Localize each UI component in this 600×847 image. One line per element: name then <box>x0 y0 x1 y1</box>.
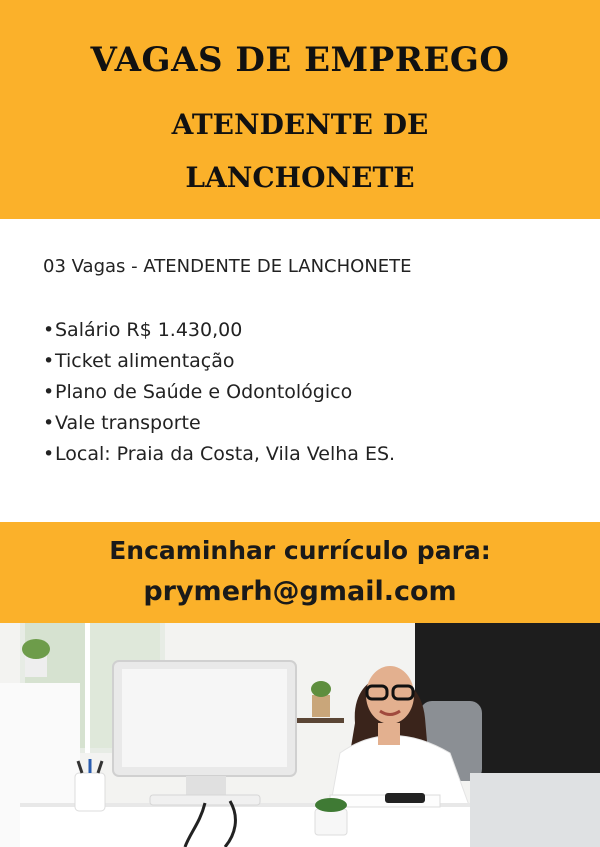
benefits-list <box>43 315 395 470</box>
header-banner <box>0 0 600 219</box>
list-item <box>43 315 395 346</box>
list-item <box>43 439 395 470</box>
bullet: • <box>43 412 55 434</box>
job-title-line-2: LANCHONETE <box>185 161 415 194</box>
bullet: • <box>43 319 55 341</box>
benefit-health-plan: Plano de Saúde e Odontológico <box>55 381 353 403</box>
cta-banner <box>0 522 600 623</box>
office-photo <box>0 623 600 847</box>
cta-text: Encaminhar currículo para: <box>109 536 491 565</box>
flyer-title: VAGAS DE EMPREGO <box>90 40 510 80</box>
benefit-salary: Salário R$ 1.430,00 <box>55 319 243 341</box>
list-item <box>43 346 395 377</box>
bullet: • <box>43 350 55 372</box>
list-item <box>43 377 395 408</box>
vacancy-summary: 03 Vagas - ATENDENTE DE LANCHONETE <box>43 256 412 277</box>
bullet: • <box>43 443 55 465</box>
benefit-transport: Vale transporte <box>55 412 201 434</box>
job-details <box>0 219 600 522</box>
benefit-location: Local: Praia da Costa, Vila Velha ES. <box>55 443 396 465</box>
contact-email[interactable]: prymerh@gmail.com <box>143 576 457 607</box>
job-title-line-1: ATENDENTE DE <box>171 108 429 141</box>
bullet: • <box>43 381 55 403</box>
benefit-meal-ticket: Ticket alimentação <box>55 350 235 372</box>
office-illustration <box>0 623 600 847</box>
list-item <box>43 408 395 439</box>
